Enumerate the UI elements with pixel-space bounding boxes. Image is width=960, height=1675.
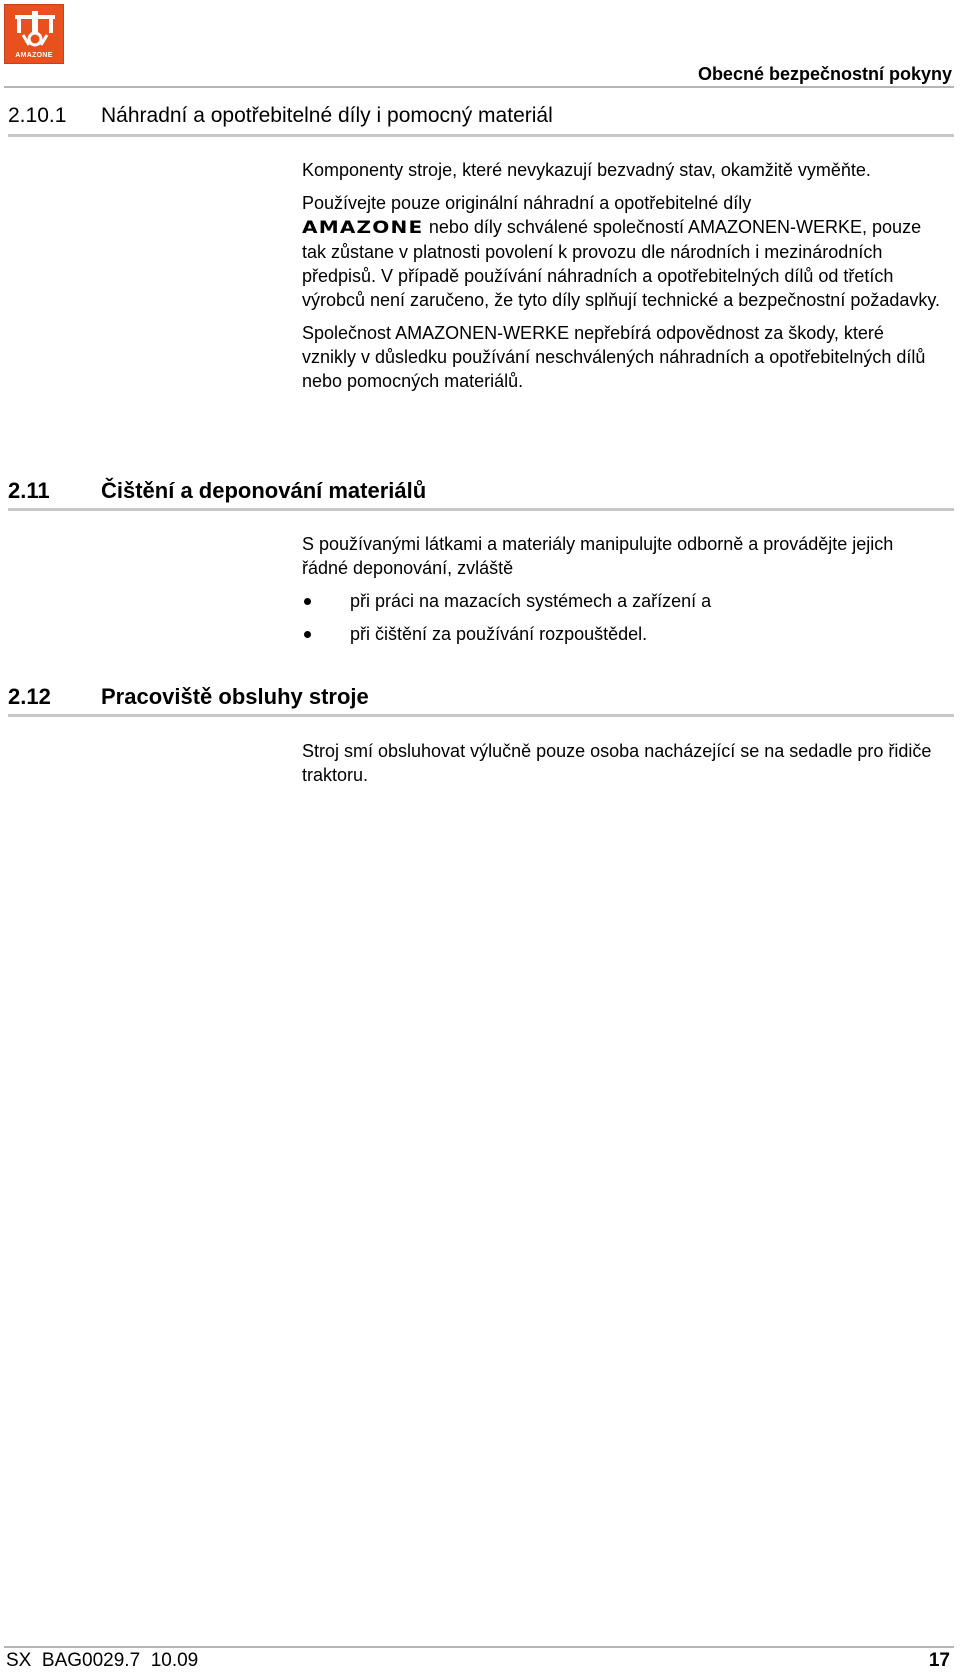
- paragraph: S používanými látkami a materiály manipulujte odborně a provádějte jejich řádné deponování, zvláště: [302, 534, 894, 578]
- section-2-12: [8, 684, 954, 717]
- section-title: Čištění a deponování materiálů: [101, 478, 427, 503]
- amazone-wordmark: AMAZONE: [302, 218, 424, 238]
- document-id: SX BAG0029.7 10.09: [6, 1650, 199, 1671]
- paragraph-text: Používejte pouze originální náhradní a opotřebitelné díly: [302, 193, 752, 213]
- logo-text: AMAZONE: [15, 52, 53, 59]
- header-divider: [4, 86, 954, 88]
- bullet-icon: [304, 598, 311, 605]
- paragraph: [302, 191, 942, 312]
- section-2-12-body: [302, 739, 942, 796]
- amazone-logo: [4, 4, 64, 64]
- bullet-icon: [304, 631, 311, 638]
- page-header-title: Obecné bezpečnostní pokyny: [697, 64, 952, 84]
- paragraph: Společnost AMAZONEN-WERKE nepřebírá odpovědnost za škody, které vznikly v důsledku používání neschválených náhradních a opotřebitelných dílů nebo pomocných materiálů.: [302, 323, 926, 391]
- section-heading: [8, 478, 954, 511]
- section-2-10-1: [8, 104, 954, 137]
- section-title: Náhradní a opotřebitelné díly i pomocný materiál: [101, 104, 553, 127]
- tractor-spreader-icon: [5, 5, 65, 53]
- list-item: při práci na mazacích systémech a zařízení a: [302, 589, 942, 613]
- page-number: 17: [928, 1650, 950, 1671]
- section-number: 2.12: [8, 684, 51, 709]
- list-item: při čištění za používání rozpouštědel.: [302, 622, 942, 646]
- section-2-11: [8, 478, 954, 511]
- section-title: Pracoviště obsluhy stroje: [101, 684, 369, 709]
- section-number: 2.10.1: [8, 104, 67, 127]
- paragraph: Komponenty stroje, které nevykazují bezvadný stav, okamžitě vyměňte.: [302, 160, 871, 180]
- section-heading: [8, 104, 954, 137]
- section-number: 2.11: [8, 478, 50, 503]
- bullet-list: [302, 589, 942, 646]
- section-2-11-body: [302, 532, 942, 655]
- paragraph: Stroj smí obsluhovat výlučně pouze osoba nacházející se na sedadle pro řidiče traktoru.: [302, 741, 932, 785]
- paragraph-text: nebo díly schválené společností AMAZONEN-WERKE, pouze tak zůstane v platnosti povolení k provozu dle národních i mezinárodních předpisů. V případě používání náhradních a opotřebitelných dílů od třetích výrobců není zaručeno, že tyto díly splňují technické a bezpečnostní požadavky.: [302, 217, 941, 310]
- section-2-10-1-body: [302, 158, 942, 402]
- footer-divider: [4, 1646, 954, 1648]
- section-heading: [8, 684, 954, 717]
